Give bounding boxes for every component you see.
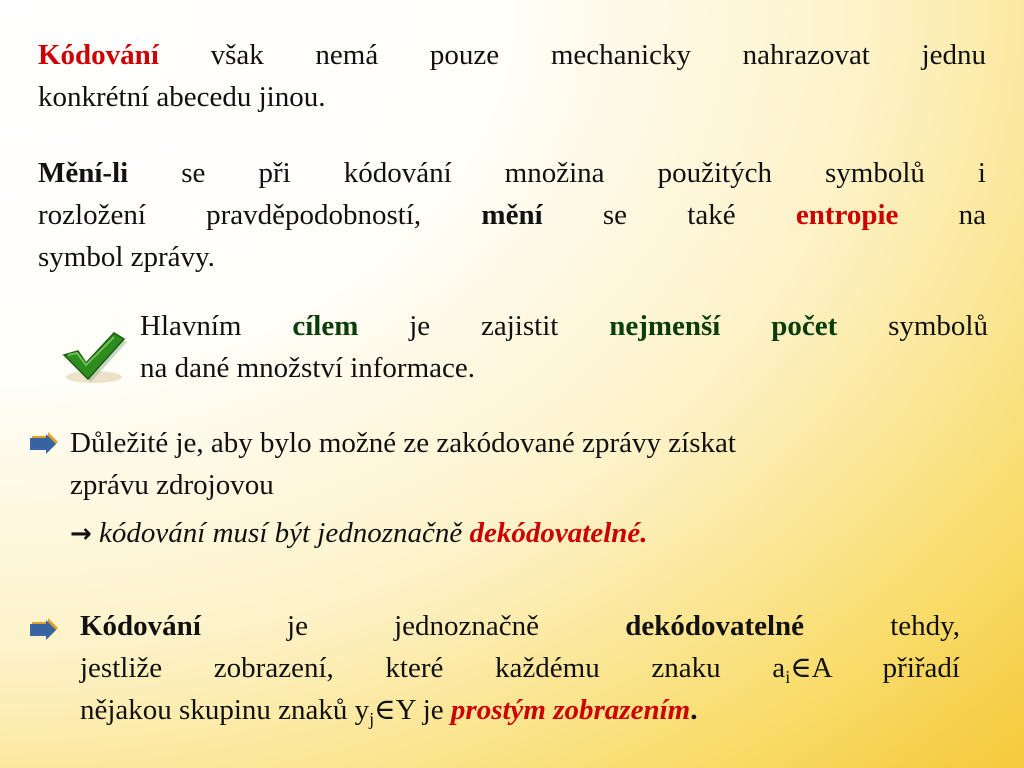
paragraph-4-line-1: Důležité je, aby bylo možné ze zakódované zprávy získat [70,427,736,459]
paragraph-1-line-2: konkrétní abecedu jinou. [38,81,326,113]
paragraph-5-line-2: jestliže zobrazení, které každému znaku $a_i\in A$ přiřadí [80,652,960,687]
paragraph-3 [140,305,988,389]
bullet-arrow-icon [30,618,60,640]
paragraph-5-line-3: nějakou skupinu znaků $y_j\in Y$ je prostým zobrazením. [80,694,698,729]
term-meni-li: Mění-li [38,157,129,189]
paragraph-4-line-2: zprávu zdrojovou [70,469,274,501]
paragraph-4 [70,422,990,555]
paragraph-1 [38,34,986,118]
paragraph-3-line-2: na dané množství informace. [140,352,475,384]
paragraph-2 [38,152,986,278]
paragraph-3-line-1: Hlavním cílem je zajistit nejmenší počet symbolů [140,310,988,342]
paragraph-4-line-3: → kódování musí být jednoznačně dekódovatelné. [70,517,648,549]
term-meni: mění [481,199,543,231]
term-kodovani: Kódování [38,39,159,71]
paragraph-1-line-1: Kódování však nemá pouze mechanicky nahrazovat jednu [38,39,986,71]
term-cilem: cílem [292,310,359,342]
term-entropie: entropie [795,199,899,231]
arrow-right-icon: → [70,519,92,549]
paragraph-2-line-2: rozložení pravděpodobností, mění se také entropie na [38,199,987,231]
term-prostym-zobrazenim: prostým zobrazením [450,694,691,726]
term-dekodovatelne: dekódovatelné. [469,517,648,549]
paragraph-2-line-3: symbol zprávy. [38,241,215,273]
term-dekodovatelne-2: dekódovatelné [625,610,805,642]
bullet-arrow-icon [30,432,60,454]
paragraph-5 [80,605,960,731]
term-nejmensi-pocet: nejmenší počet [609,310,838,342]
paragraph-5-line-1: Kódování je jednoznačně dekódovatelné tehdy, [80,610,961,642]
paragraph-2-line-1: Mění-li se při kódování množina použitých symbolů i [38,157,986,189]
term-kodovani-2: Kódování [80,610,201,642]
checkmark-icon [58,325,128,385]
